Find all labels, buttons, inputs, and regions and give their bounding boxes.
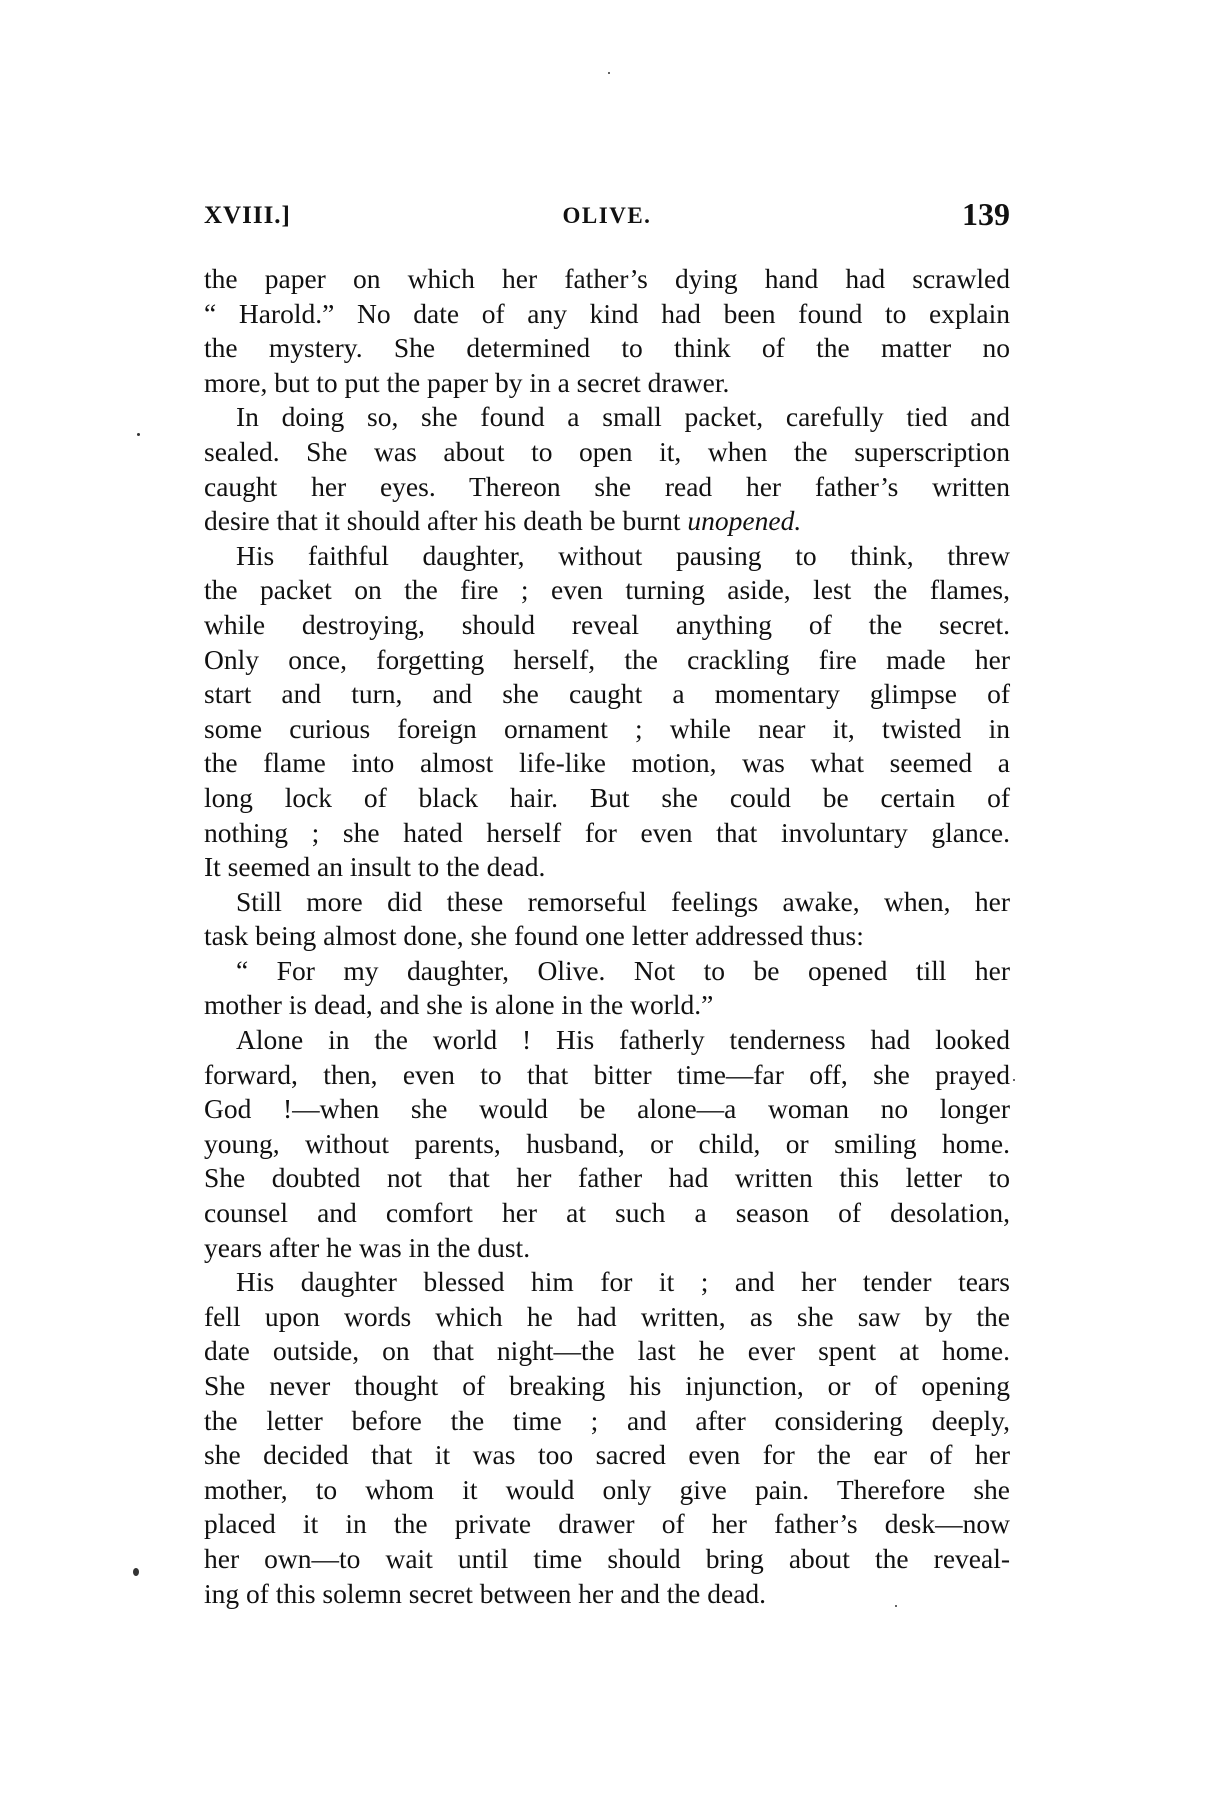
text-line: His faithful daughter, without pausing to think, threw xyxy=(236,539,1010,571)
text-line: some curious foreign ornament ; while near it, twisted in xyxy=(204,712,1010,744)
text-line: “ Harold.” No date of any kind had been found to explain xyxy=(204,297,1010,329)
running-title: OLIVE. xyxy=(562,203,652,228)
scan-speck xyxy=(895,1605,897,1607)
text-line: placed it in the private drawer of her father’s desk—now xyxy=(204,1508,1010,1540)
running-header xyxy=(204,196,1010,236)
text-line: date outside, on that night—the last he ever spent at home. xyxy=(204,1335,1010,1367)
text-line: her own—to wait until time should bring about the reveal- xyxy=(204,1542,1010,1574)
text-line: while destroying, should reveal anything of the secret. xyxy=(204,608,1010,640)
text-line: long lock of black hair. But she could be certain of xyxy=(204,781,1010,813)
text-line: the flame into almost life-like motion, was what seemed a xyxy=(204,747,1010,779)
text-line: task being almost done, she found one letter addressed thus: xyxy=(204,920,864,952)
chapter-number: XVIII.] xyxy=(204,202,291,229)
text-line: fell upon words which he had written, as she saw by the xyxy=(204,1300,1010,1332)
text-line: In doing so, she found a small packet, carefully tied and xyxy=(236,401,1010,433)
text-line: the mystery. She determined to think of the matter no xyxy=(204,332,1010,364)
text-line: forward, then, even to that bitter time—far off, she prayed xyxy=(204,1058,1010,1090)
text-line: more, but to put the paper by in a secret drawer. xyxy=(204,366,730,398)
text-line: caught her eyes. Thereon she read her father’s written xyxy=(204,470,1010,502)
text-line: counsel and comfort her at such a season of desolation, xyxy=(204,1197,1010,1229)
text-line: the packet on the fire ; even turning aside, lest the flames, xyxy=(204,574,1010,606)
text-line: the paper on which her father’s dying hand had scrawled xyxy=(204,263,1010,294)
text-line: nothing ; she hated herself for even that involuntary glance. xyxy=(204,816,1010,848)
text-line: Only once, forgetting herself, the crackling fire made her xyxy=(204,643,1010,675)
text-line: She never thought of breaking his injunction, or of opening xyxy=(204,1370,1010,1401)
text-line: desire that it should after his death be burnt unopened. xyxy=(204,505,802,537)
text-line: Still more did these remorseful feelings awake, when, her xyxy=(236,885,1010,917)
scan-speck xyxy=(133,1568,139,1576)
page-number: 139 xyxy=(962,196,1010,232)
scan-speck xyxy=(1013,1079,1015,1081)
text-line: ing of this solemn secret between her and the dead. xyxy=(204,1577,767,1609)
text-line: years after he was in the dust. xyxy=(204,1231,531,1263)
scan-speck xyxy=(608,72,610,74)
text-line: young, without parents, husband, or child, or smiling home. xyxy=(204,1127,1010,1159)
text-line: God !—when she would be alone—a woman no longer xyxy=(204,1093,1010,1125)
text-line: mother, to whom it would only give pain. Therefore she xyxy=(204,1473,1010,1505)
text-line: “ For my daughter, Olive. Not to be opened till her xyxy=(236,954,1010,986)
text-line: start and turn, and she caught a momentary glimpse of xyxy=(204,678,1010,710)
text-line: Alone in the world ! His fatherly tenderness had looked xyxy=(236,1024,1010,1056)
scan-speck xyxy=(137,433,140,436)
text-line: sealed. She was about to open it, when the superscription xyxy=(204,435,1010,467)
text-line: His daughter blessed him for it ; and her tender tears xyxy=(236,1266,1010,1298)
emphasis: unopened. xyxy=(687,505,802,537)
body-text xyxy=(204,262,1010,1611)
text-line: mother is dead, and she is alone in the world.” xyxy=(204,989,714,1021)
text-line: She doubted not that her father had written this letter to xyxy=(204,1162,1010,1194)
text-line: she decided that it was too sacred even for the ear of her xyxy=(204,1439,1010,1471)
text-line: It seemed an insult to the dead. xyxy=(204,851,546,883)
text-line: the letter before the time ; and after considering deeply, xyxy=(204,1404,1010,1436)
